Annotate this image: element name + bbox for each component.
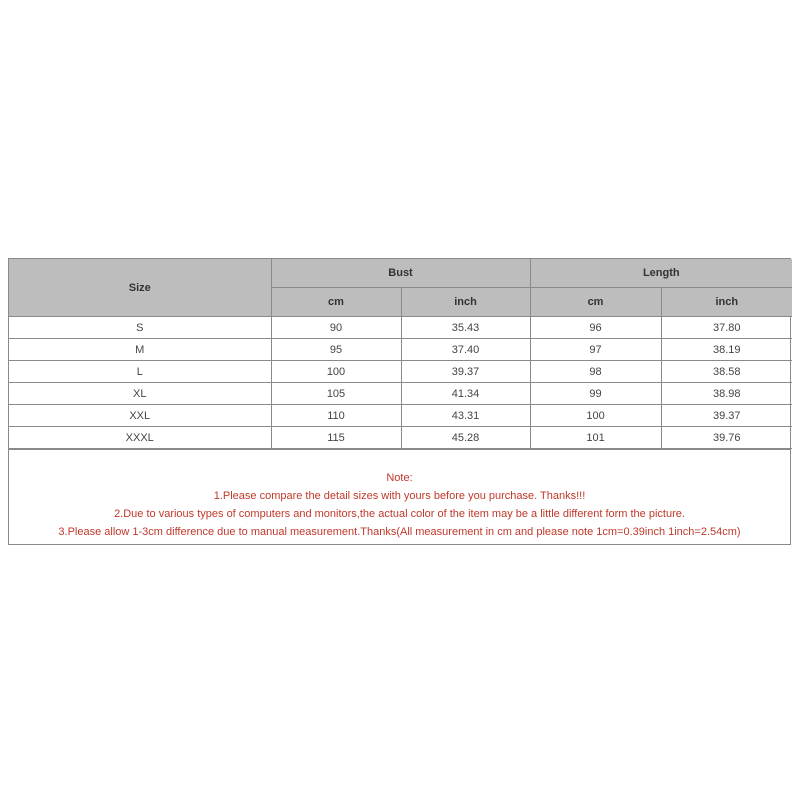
bust-inch-cell: 35.43 <box>401 317 530 339</box>
size-cell: M <box>9 339 271 361</box>
bust-cm-cell: 100 <box>271 361 401 383</box>
note-line-2: 2.Due to various types of computers and monitors,the actual color of the item may be a little different form the picture. <box>114 508 685 520</box>
length-inch-cell: 38.58 <box>661 361 792 383</box>
length-inch-cell: 37.80 <box>661 317 792 339</box>
length-cm-cell: 98 <box>530 361 661 383</box>
length-inch-header: inch <box>661 288 792 317</box>
length-cm-cell: 101 <box>530 427 661 449</box>
header-row <box>9 259 792 288</box>
length-cm-cell: 96 <box>530 317 661 339</box>
bust-cm-cell: 90 <box>271 317 401 339</box>
table-row <box>9 383 792 405</box>
length-inch-cell: 38.19 <box>661 339 792 361</box>
note-line-1: 1.Please compare the detail sizes with yours before you purchase. Thanks!!! <box>213 490 586 502</box>
bust-cm-cell: 115 <box>271 427 401 449</box>
table-row <box>9 361 792 383</box>
length-header: Length <box>530 259 792 288</box>
length-inch-cell: 38.98 <box>661 383 792 405</box>
size-cell: XXL <box>9 405 271 427</box>
bust-inch-header: inch <box>401 288 530 317</box>
note-section <box>9 449 790 544</box>
note-title: Note: <box>386 472 413 484</box>
length-cm-cell: 99 <box>530 383 661 405</box>
size-cell: XXXL <box>9 427 271 449</box>
size-chart <box>8 258 791 545</box>
bust-inch-cell: 41.34 <box>401 383 530 405</box>
bust-header: Bust <box>271 259 530 288</box>
size-cell: XL <box>9 383 271 405</box>
length-cm-cell: 100 <box>530 405 661 427</box>
size-header: Size <box>9 259 271 317</box>
bust-cm-cell: 105 <box>271 383 401 405</box>
bust-inch-cell: 39.37 <box>401 361 530 383</box>
table-body <box>9 317 792 449</box>
bust-inch-cell: 37.40 <box>401 339 530 361</box>
bust-cm-header: cm <box>271 288 401 317</box>
bust-inch-cell: 45.28 <box>401 427 530 449</box>
bust-cm-cell: 110 <box>271 405 401 427</box>
length-inch-cell: 39.76 <box>661 427 792 449</box>
length-cm-cell: 97 <box>530 339 661 361</box>
size-cell: S <box>9 317 271 339</box>
table-row <box>9 427 792 449</box>
table-row <box>9 405 792 427</box>
table-row <box>9 339 792 361</box>
bust-cm-cell: 95 <box>271 339 401 361</box>
size-cell: L <box>9 361 271 383</box>
size-table <box>9 259 792 449</box>
length-cm-header: cm <box>530 288 661 317</box>
note-line-3: 3.Please allow 1-3cm difference due to manual measurement.Thanks(All measurement in cm and please note 1cm=0.39inch 1inch=2.54cm) <box>58 526 741 538</box>
length-inch-cell: 39.37 <box>661 405 792 427</box>
table-row <box>9 317 792 339</box>
bust-inch-cell: 43.31 <box>401 405 530 427</box>
